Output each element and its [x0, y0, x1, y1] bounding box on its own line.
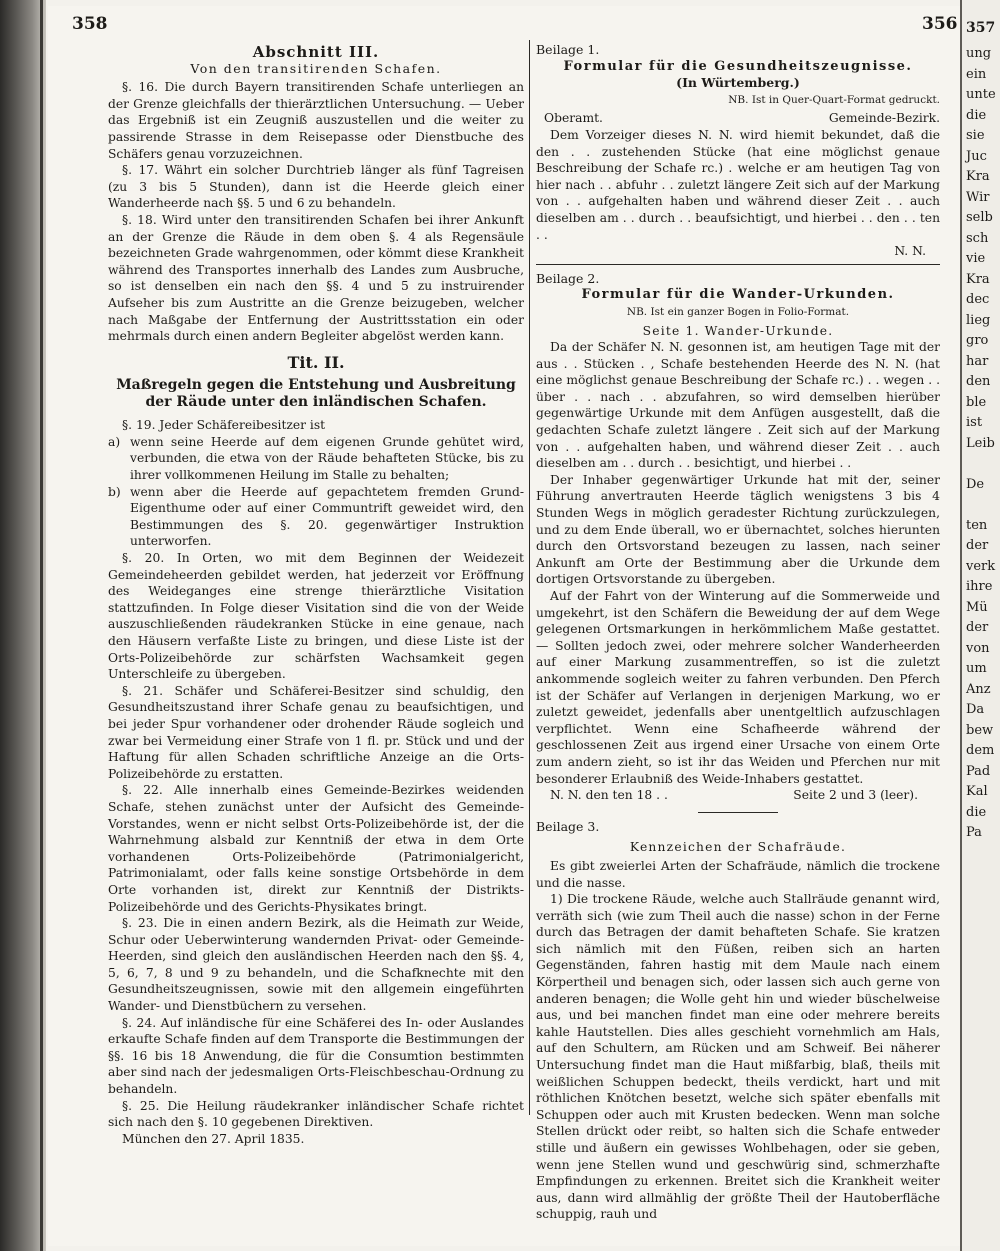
paragraph-23: §. 23. Die in einen andern Bezirk, als die Heimath zur Weide, Schur oder Ueberwinterung wandernden Privat- oder Gemeinde-Heerden, sind gleich den ausländischen Heerden nach den §§. 4, 5, 6, 7, 8 und 9 zu behandeln, und die Schafknechte mit den Gesundheitszeugnissen, sowie mit den allgemein eingeführten Wander- und Dienstbüchern zu versehen. — [108, 916, 524, 1014]
beilage-2-footer — [536, 787, 940, 804]
paragraph-17: §. 17. Währt ein solcher Durchtrieb länger als fünf Tagreisen (zu 3 bis 5 Stunden), dann ist die Heerde gleich einer Wanderheerde nach §§. 5 und 6 zu behandeln. — [108, 163, 524, 211]
beilage-2-date-line: N. N. den ten 18 . . — [550, 788, 668, 803]
sliver-line: Da — [966, 702, 985, 717]
sliver-line: ble — [966, 394, 987, 410]
list-label: a) — [108, 434, 121, 449]
sliver-text-fragments — [966, 44, 996, 844]
beilage-1-header-row — [536, 110, 940, 127]
sliver-line: der — [966, 620, 989, 635]
beilage-3-paragraph-2: 1) Die trockene Räude, welche auch Stallräude genannt wird, verräth sich (wie zum Theil auch die nasse) schon in der Ferne durch das Betragen der damit behafteten Schafe. Sie kratzen sich nämlich mit den Füßen, reiben sich an harten Gegenständen, fahren hastig mit dem Maule nach einem Körpertheil und benagen sich, oder lassen sich auch gerne von anderen benagen; die Wolle geht hin und wieder büschelweise aus, und bei manchen findet man eine oder mehrere bereits kahle Hautstellen. Dies alles geschieht vornehmlich am Hals, auf den Schultern, am Rücken und am Schweif. Bei näherer Untersuchung findet man die Haut mißfarbig, blaß, theils mit weißlichen Schuppen bedeckt, theils verdickt, hart und mit röthlichen Knötchen besetzt, welche sich später ebenfalls mit Schuppen oder auch mit Krusten bedecken. Wenn man solche Stellen drückt oder reibt, so halten sich die Schafe entweder stille und äußern ein gewisses Wohlbehagen, oder sie geben, wenn jene Stellen wund und geschwürig sind, schmerzhafte Empfindungen zu erkennen. Breitet sich die Krankheit weiter aus, dann wird allmählig der größte Theil der Hautoberfläche schuppig, rauh und — [536, 892, 940, 1222]
sliver-line: die — [966, 804, 987, 820]
sliver-line: Mü — [966, 599, 988, 615]
beilage-3-label: Beilage 3. — [536, 818, 600, 834]
sliver-line: vie — [966, 251, 986, 266]
beilage-2-page-note: Seite 2 und 3 (leer). — [793, 788, 918, 803]
oberamt-label: Oberamt. — [544, 111, 603, 126]
column-divider — [529, 40, 530, 1115]
list-text: wenn aber die Heerde auf gepachtetem fremden Grund-Eigenthume oder auf einer Communtrift geweidet wird, den Bestimmungen des §. 20. gegenwärtiger Instruktion unterworfen. — [130, 484, 524, 549]
paragraph-18: §. 18. Wird unter den transitirenden Schafen bei ihrer Ankunft an der Grenze die Räude in dem oben §. 4 als Regensäule bezeichneten Grade wahrgenommen, oder kömmt diese Krankheit während des Transportes innerhalb des Landes zum Ausbruche, so ist denselben ein nach den §§. 4 und 5 zu instruirender Aufseher bis zum Austritte an die Grenze beizugeben, welcher nach Maßgabe der Entfernung der Austrittsstation ein oder mehrmals durch einen andern Begleiter abgelöst werden kann. — [108, 212, 524, 344]
binding-edge — [40, 0, 43, 1251]
sliver-line: Pad — [966, 763, 991, 779]
sliver-line: die — [966, 107, 987, 123]
section-subtitle: Von den transitirenden Schafen. — [190, 60, 442, 76]
sliver-line: Kra — [966, 169, 990, 184]
beilage-1-title: Formular für die Gesundheitszeugnisse. — [563, 58, 913, 74]
sliver-line: sch — [966, 230, 989, 246]
paragraph-16: §. 16. Die durch Bayern transitirenden Schafe unterliegen an der Grenze gleichfalls der thierärztlichen Untersuchung. — Ueber das Ergebniß ist ein Zeugniß auszustellen und die weiter zu passirende Strasse in dem Reisepasse oder Dienstbuche des Schäfers genau vorzuzeichnen. — [108, 80, 524, 161]
page-number-left: 358 — [72, 14, 108, 34]
list-label: b) — [108, 484, 121, 499]
sliver-line: har — [966, 353, 989, 369]
sliver-line: ist — [966, 415, 983, 430]
paragraph-25: §. 25. Die Heilung räudekranker inländischer Schafe richtet sich nach den §. 10 gegebenen Direktiven. — [108, 1098, 524, 1130]
sliver-line: verk — [966, 558, 996, 574]
list-item-a — [108, 434, 524, 484]
list-item-b — [108, 484, 524, 550]
beilage-2-paragraph-2: Der Inhaber gegenwärtiger Urkunde hat mit der, seiner Führung anvertrauten Heerde täglich wenigstens 3 bis 4 Stunden Wegs in möglich geradester Richtung zurückzulegen, und zu dem Ende überall, wo er übernachtet, solches hierunten durch den Ortsvorstand bezeugen zu lassen, nach seiner Ankunft am Orte der Bestimmung aber die Urkunde dem dortigen Ortsvorstande zu übergeben. — [536, 472, 940, 587]
beilage-1-subtitle: (In Würtemberg.) — [676, 75, 800, 91]
next-page-edge — [960, 0, 1000, 1251]
sliver-line: Leib — [966, 435, 995, 451]
beilage-1-note: NB. Ist in Quer-Quart-Format gedruckt. — [728, 93, 940, 106]
beilage-1-label: Beilage 1. — [536, 42, 600, 57]
list-text: wenn seine Heerde auf dem eigenen Grunde gehütet wird, verbunden, die etwa von der Räude behafteten Stücke, bis zu ihrer vollkommenen Heilung im Stalle zu behalten; — [130, 434, 524, 483]
sliver-line: selb — [966, 210, 993, 225]
sliver-line: ten — [966, 517, 988, 533]
title-heading: Tit. II. — [287, 352, 345, 372]
sliver-line: ung — [966, 46, 992, 61]
sliver-line: Anz — [966, 681, 991, 697]
sliver-line: dem — [966, 743, 995, 758]
sliver-line: bew — [966, 722, 994, 738]
sliver-line: sie — [966, 128, 985, 143]
sliver-line: unte — [966, 87, 996, 102]
separator-short-rule — [698, 812, 778, 813]
beilage-2-paragraph-1: Da der Schäfer N. N. gesonnen ist, am heutigen Tage mit der aus . . Stücken . , Schafe bestehenden Heerde des N. N. (hat eine möglichst genaue Beschreibung der Schafe rc.) . . wegen . . über . . nach . . abzufahren, so wird demselben hierüber gegenwärtige Urkunde mit dem Anfügen ausgestellt, daß die gedachten Schafe zuletzt längere . Zeit sich auf der Markung von . . aufgehalten haben, und während dieser Zeit . . auch dieselben am . . durch . . besichtigt, und hierbei . . — [536, 340, 940, 471]
beilage-1-signature: N. N. — [894, 244, 926, 259]
sliver-line: den — [966, 374, 991, 389]
date-line: München den 27. April 1835. — [122, 1131, 305, 1146]
sliver-line: lieg — [966, 312, 991, 328]
sliver-line: Kal — [966, 784, 988, 799]
paragraph-19: §. 19. Jeder Schäfereibesitzer ist — [122, 418, 326, 433]
sliver-line: um — [966, 661, 987, 676]
beilage-1-text: Dem Vorzeiger dieses N. N. wird hiemit bekundet, daß die den . . zustehenden Stücke (hat eine möglichst genaue Beschreibung der Schafe rc.) . welche er am heutigen Tag von hier nach . . abfuhr . . zuletzt längere Zeit sich auf der Markung von . . aufgehalten haben und während dieser Zeit . . auch dieselben am . . durch . . beaufsichtigt, und hierbei . . den . . ten . . — [536, 127, 940, 242]
right-column — [536, 42, 940, 1223]
sliver-line: De — [966, 476, 985, 492]
beilage-2-label: Beilage 2. — [536, 270, 600, 286]
sliver-line: der — [966, 538, 989, 553]
gemeinde-bezirk-label: Gemeinde-Bezirk. — [828, 111, 940, 126]
page-number-sliver: 357 — [966, 20, 996, 36]
sliver-line: von — [966, 640, 990, 656]
beilage-3-paragraph-1: Es gibt zweierlei Arten der Schafräude, nämlich die trockene und die nasse. — [536, 858, 940, 890]
separator-rule — [536, 264, 940, 265]
sliver-line — [966, 495, 996, 516]
section-title: Abschnitt III. — [252, 43, 380, 61]
beilage-2-title: Formular für die Wander-Urkunden. — [581, 287, 895, 303]
left-column — [108, 42, 524, 1147]
sliver-line: Pa — [966, 825, 982, 840]
sliver-line: gro — [966, 333, 989, 348]
paragraph-20: §. 20. In Orten, wo mit dem Beginnen der Weidezeit Gemeindeheerden gebildet werden, hat jederzeit vor Eröffnung des Weideganges eine strenge thierärztliche Visitation stattzufinden. In Folge dieser Visitation sind die von der Weide auszuschließenden räudekranken Stücke in eine genaue, nach den Häusern verfaßte Liste zu bringen, und diese Liste ist der Orts-Polizeibehörde zur schärfsten Wachsamkeit gegen Unterschleife zu übergeben. — [108, 551, 524, 682]
sliver-line: Juc — [966, 148, 987, 164]
paragraph-24: §. 24. Auf inländische für eine Schäferei des In- oder Auslandes erkaufte Schafe finden auf dem Transporte die Bestimmungen der §§. 16 bis 18 Anwendung, die für die Consumtion bestimmten aber sind nach der jedesmaligen Orts-Fleischbeschau-Ordnung zu behandeln. — [108, 1015, 524, 1097]
beilage-2-seite: Seite 1. Wander-Urkunde. — [642, 323, 834, 338]
paragraph-22: §. 22. Alle innerhalb eines Gemeinde-Bezirkes weidenden Schafe, stehen zunächst unter der Aufsicht des Gemeinde-Vorstandes, wenn er nicht selbst Orts-Polizeibehörde ist, der die Wahrnehmung alsbald zur Kenntniß der etwa in dem Orte vorhandenen Orts-Polizeibehörde (Patrimonialgericht, Patrimonialamt, oder falls keine sonstige Ortsbehörde in dem Orte vorhanden ist, direkt zur Kenntniß der Distrikts-Polizeibehörde und des Gerichts-Physikates bringt. — [108, 783, 524, 914]
page-number-right: 356 — [922, 14, 958, 34]
sliver-line: Wir — [966, 189, 990, 205]
sliver-line: dec — [966, 292, 990, 307]
beilage-2-paragraph-3: Auf der Fahrt von der Winterung auf die Sommerweide und umgekehrt, ist den Schäfern die Beweidung der auf dem Wege gelegenen Ortsmarkungen in herkömmlichem Maße gestattet. — Sollten jedoch zwei, oder mehrere solcher Wanderheerden auf einer Markung zusammentreffen, so ist die zuletzt ankommende sogleich weiter zu fahren verbunden. Den Pferch ist der Schäfer auf Verlangen in derjenigen Markung, wo er zuletzt geweidet, jedenfalls aber unentgeltlich aufzuschlagen verpflichtet. Wenn eine Schafheerde während der geschlossenen Zeit aus irgend einer Ursache von einem Orte zum andern zieht, so ist ihr das Weiden und Pferchen nur mit besonderer Erlaubniß des Weide-Inhabers gestattet. — [536, 589, 940, 786]
sliver-line: ein — [966, 66, 987, 82]
sliver-line: ihre — [966, 579, 993, 594]
sliver-line — [966, 454, 996, 475]
beilage-2-note: NB. Ist ein ganzer Bogen in Folio-Format. — [626, 305, 850, 318]
sliver-line: Kra — [966, 271, 990, 287]
paragraph-21: §. 21. Schäfer und Schäferei-Besitzer sind schuldig, den Gesundheitszustand ihrer Schafe genau zu beaufsichtigen, und bei jeder Spur vorhandener oder drohender Räude sogleich und zwar bei Vermeidung einer Strafe von 1 fl. pr. Stück und und der Haftung für allen Schaden schriftliche Anzeige an die Orts-Polizeibehörde zu erstatten. — [108, 683, 524, 781]
title-subheading: Maßregeln gegen die Entstehung und Ausbreitung der Räude unter den inländischen Schafen. — [116, 377, 516, 411]
beilage-3-title: Kennzeichen der Schafräude. — [629, 840, 847, 855]
